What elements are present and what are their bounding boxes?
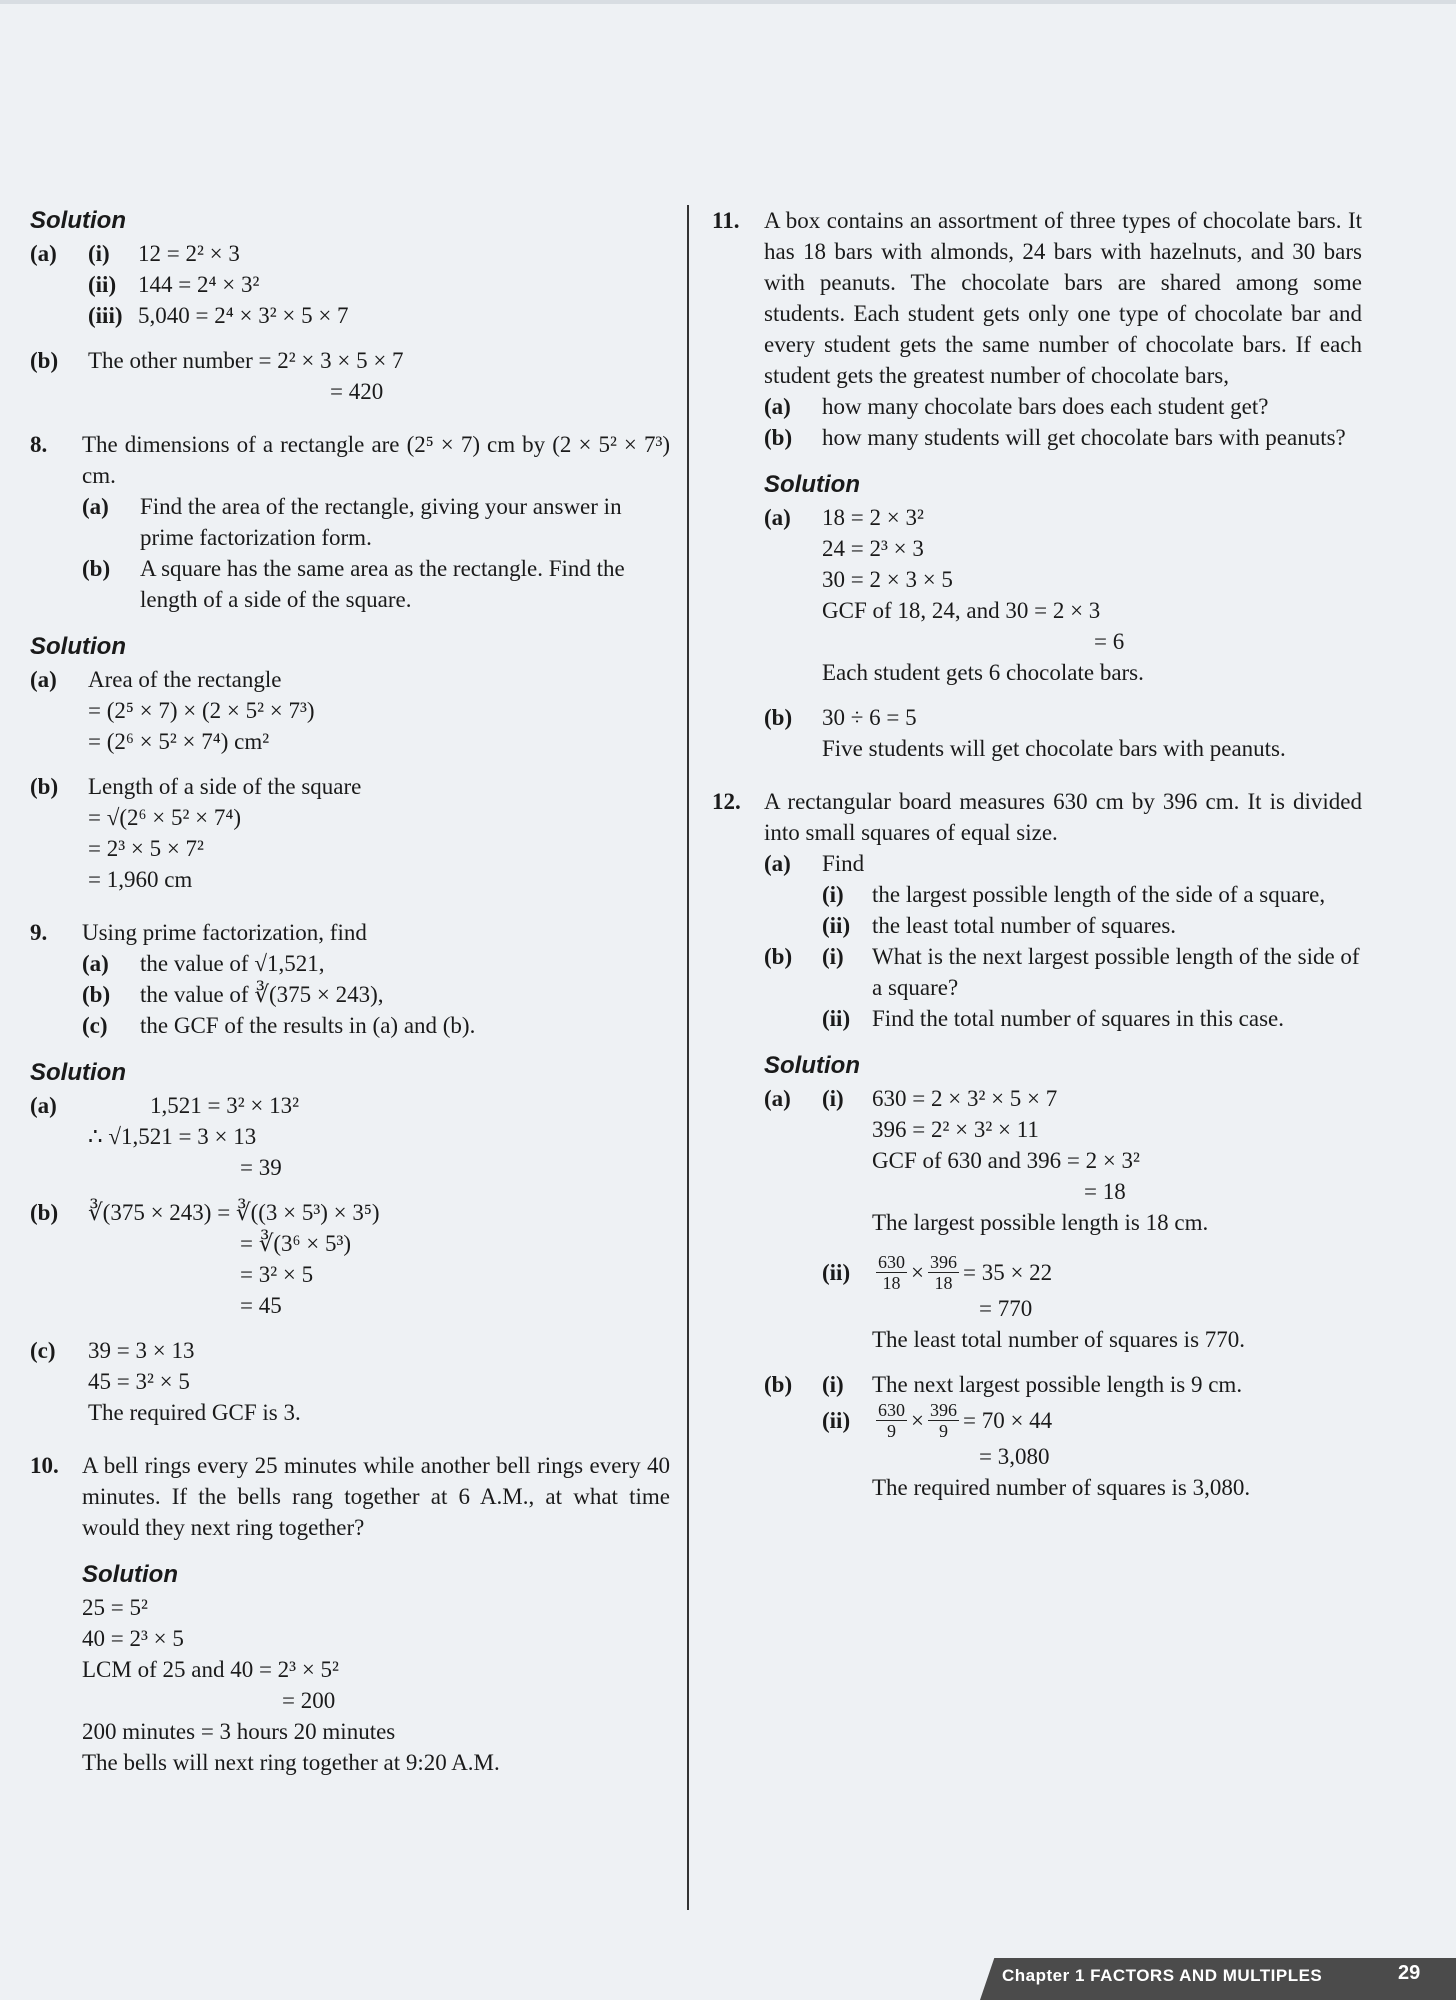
- solution-line: = (2⁵ × 7) × (2 × 5² × 7³): [88, 698, 315, 723]
- question-part: Find the area of the rectangle, giving your answer in prime factorization form.: [140, 494, 622, 550]
- fraction: [928, 1400, 959, 1441]
- sub-label: (iii): [88, 303, 123, 328]
- chapter-title: Chapter 1 FACTORS AND MULTIPLES: [1002, 1966, 1323, 1985]
- solution-line: The least total number of squares is 770.: [872, 1327, 1246, 1352]
- solution-line: Each student gets 6 chocolate bars.: [822, 660, 1144, 685]
- solution-line: Area of the rectangle: [88, 667, 282, 692]
- part-label: (b): [30, 774, 59, 799]
- solution-heading: Solution: [30, 633, 126, 660]
- part-label: (a): [82, 951, 109, 976]
- solution-line: = 1,960 cm: [88, 867, 193, 892]
- question-number: 11.: [712, 208, 740, 233]
- numerator: 630: [878, 1252, 905, 1272]
- solution-line: = 3,080: [979, 1444, 1050, 1469]
- part-label: (a): [764, 505, 791, 530]
- question-number: 10.: [30, 1453, 59, 1478]
- solution-heading: Solution: [30, 1059, 126, 1086]
- column-divider: [687, 205, 689, 1910]
- denominator: 9: [938, 1421, 948, 1441]
- question-part: the least total number of squares.: [872, 913, 1177, 938]
- question-number: 12.: [712, 789, 741, 814]
- right-column: 11. A box contains an assortment of three types of chocolate bars. It has 18 bars with almonds, 24 bars with hazelnuts, and 30 bars with peanuts. The chocolate bars are shared among some students. Each student gets only one type of chocolate bar and every student gets the same number of chocolate bars. If each student gets the greatest number of chocolate bars, (a) how many chocolate bars does each student get? (b) how many students will get chocolate bars with peanuts? Solution (a) 18 = 2 × 3² 24 = 2³ × 3 30 = 2 × 3 × 5 GCF of 18, 24, and 30 = 2 × 3 = 6 Each student gets 6 chocolate bars. (b) 30 ÷ 6 = 5 Five students will get chocolate bars with peanuts. 12. A rectangular board measures 630 cm by 396 cm. It is divided into small squares of equal size. (a) Find (i) the largest possible length of the side of a square, (ii) the least total number of squares. (b) (i) What is the next largest possible length of the side of a square? (ii) Find the total number of squares in this case. Solution (a) (i) 630 = 2 × 3² × 5 × 7 396 = 2² × 3² × 11 GCF of 630 and 396 = 2 × 3² = 18 The largest possible length is 18 cm. (ii) $\frac{630}{18}$ × $\frac{396}{18}$ = 35 × 22 = 770 The least total number of squares is 770. (b) (i) The next largest possible length is 9 cm. (ii) $\frac{630}{9}$ × $\frac{396}{9}$ = 70 × 44 = 3,080 The required number of squares is 3,080.: [712, 205, 1362, 1503]
- page-number: 29: [1398, 1962, 1421, 1984]
- solution-line: The required GCF is 3.: [88, 1400, 301, 1425]
- solution-line: 40 = 2³ × 5: [82, 1626, 184, 1651]
- fraction: [928, 1252, 959, 1293]
- solution-line: 39 = 3 × 13: [88, 1338, 195, 1363]
- question-part: how many chocolate bars does each student get?: [822, 394, 1269, 419]
- part-label: (b): [764, 1372, 793, 1397]
- part-label: (b): [82, 982, 111, 1007]
- solution-line: The other number = 2² × 3 × 5 × 7: [88, 348, 404, 373]
- solution-line: 18 = 2 × 3²: [822, 505, 924, 530]
- question-stem: A box contains an assortment of three types of chocolate bars. It has 18 bars with almonds, 24 bars with hazelnuts, and 30 bars with peanuts. The chocolate bars are shared among some students. Each student gets only one type of chocolate bar and every student gets the same number of chocolate bars. If each student gets the greatest number of chocolate bars,: [764, 208, 1362, 388]
- sub-label: (i): [88, 241, 110, 266]
- solution-line: = 45: [240, 1293, 282, 1318]
- part-label: (b): [82, 556, 111, 581]
- part-label: (b): [30, 1200, 59, 1225]
- part-label: (a): [30, 667, 57, 692]
- solution-line: The bells will next ring together at 9:20 A.M.: [82, 1750, 500, 1775]
- part-label: (b): [764, 705, 793, 730]
- top-edge: [0, 0, 1456, 4]
- sub-label: (i): [822, 882, 844, 907]
- solution-line: = 35 × 22: [962, 1260, 1053, 1285]
- solution-line: GCF of 18, 24, and 30 = 2 × 3: [822, 598, 1101, 623]
- solution-line: ∴ √1,521 = 3 × 13: [88, 1124, 257, 1149]
- question-part: What is the next largest possible length of the side of a square?: [872, 944, 1360, 1000]
- question-number: 9.: [30, 920, 48, 945]
- question-stem: Using prime factorization, find: [82, 920, 367, 945]
- sub-label: (i): [822, 1372, 844, 1397]
- solution-line: = 200: [282, 1688, 336, 1713]
- solution-line: = 3² × 5: [240, 1262, 314, 1287]
- sub-label: (ii): [88, 272, 117, 297]
- question-part: Find: [822, 851, 865, 876]
- solution-line: GCF of 630 and 396 = 2 × 3²: [872, 1148, 1140, 1173]
- solution-heading: Solution: [764, 1052, 860, 1079]
- solution-line: = ∛(3⁶ × 5³): [240, 1231, 352, 1256]
- question-part: the value of √1,521,: [140, 951, 325, 976]
- left-column: [30, 205, 670, 1778]
- question-part: the largest possible length of the side of a square,: [872, 882, 1326, 907]
- numerator: 396: [929, 1252, 957, 1272]
- part-label: (a): [764, 394, 791, 419]
- question-part: Find the total number of squares in this case.: [872, 1006, 1285, 1031]
- solution-line: 200 minutes = 3 hours 20 minutes: [82, 1719, 396, 1744]
- question-part: A square has the same area as the rectangle. Find the length of a side of the square.: [140, 556, 625, 612]
- solution-line: ∛(375 × 243) = ∛((3 × 5³) × 3⁵): [88, 1200, 380, 1225]
- solution-line: Five students will get chocolate bars with peanuts.: [822, 736, 1286, 761]
- solution-line: 45 = 3² × 5: [88, 1369, 190, 1394]
- sub-label: (i): [822, 944, 844, 969]
- solution-line: = 420: [330, 379, 384, 404]
- question-number: 8.: [30, 432, 48, 457]
- solution-line: The largest possible length is 18 cm.: [872, 1210, 1209, 1235]
- fraction: [876, 1400, 907, 1441]
- solution-line: LCM of 25 and 40 = 2³ × 5²: [82, 1657, 339, 1682]
- solution-line: 1,521 = 3² × 13²: [150, 1093, 299, 1118]
- part-label: (b): [30, 348, 59, 373]
- part-label: (a): [82, 494, 109, 519]
- question-stem: The dimensions of a rectangle are (2⁵ × 7) cm by (2 × 5² × 7³) cm.: [82, 432, 670, 488]
- denominator: 18: [934, 1273, 953, 1293]
- denominator: 9: [887, 1421, 896, 1441]
- part-label: (a): [30, 1093, 57, 1118]
- solution-line: 396 = 2² × 3² × 11: [872, 1117, 1039, 1142]
- question-part: the GCF of the results in (a) and (b).: [140, 1013, 476, 1038]
- question-stem: A rectangular board measures 630 cm by 396 cm. It is divided into small squares of equal size.: [764, 789, 1362, 845]
- question-part: how many students will get chocolate bars with peanuts?: [822, 425, 1346, 450]
- solution-line: The required number of squares is 3,080.: [872, 1475, 1251, 1500]
- solution-line: = √(2⁶ × 5² × 7⁴): [88, 805, 242, 830]
- denominator: 18: [882, 1273, 901, 1293]
- sub-label: (ii): [822, 1260, 851, 1285]
- part-label: (a): [764, 1086, 791, 1111]
- solution-line: = 6: [1094, 629, 1125, 654]
- solution-line: 630 = 2 × 3² × 5 × 7: [872, 1086, 1058, 1111]
- solution-line: = 2³ × 5 × 7²: [88, 836, 204, 861]
- solution-line: = 39: [240, 1155, 282, 1180]
- solution-line: = 18: [1084, 1179, 1126, 1204]
- sub-label: (ii): [822, 1006, 851, 1031]
- solution-line: = 770: [979, 1296, 1033, 1321]
- solution-heading: Solution: [82, 1561, 178, 1588]
- numerator: 396: [929, 1400, 957, 1420]
- solution-line: 24 = 2³ × 3: [822, 536, 924, 561]
- solution-line: The next largest possible length is 9 cm.: [872, 1372, 1243, 1397]
- sub-label: (i): [822, 1086, 844, 1111]
- part-label: (a): [764, 851, 791, 876]
- sub-label: (ii): [822, 913, 851, 938]
- part-label: (c): [30, 1338, 56, 1363]
- solution-line: = 70 × 44: [962, 1408, 1053, 1433]
- solution-line: 5,040 = 2⁴ × 3² × 5 × 7: [138, 303, 349, 328]
- part-label: (b): [764, 944, 793, 969]
- solution-line: 30 ÷ 6 = 5: [822, 705, 917, 730]
- solution-line: Length of a side of the square: [88, 774, 362, 799]
- numerator: 630: [878, 1400, 905, 1420]
- solution-heading: Solution: [30, 207, 126, 234]
- question-part: the value of ∛(375 × 243),: [140, 982, 384, 1007]
- solution-line: 12 = 2² × 3: [138, 241, 240, 266]
- solution-line: 144 = 2⁴ × 3²: [138, 272, 260, 297]
- solution-heading: Solution: [764, 471, 860, 498]
- solution-line: 30 = 2 × 3 × 5: [822, 567, 953, 592]
- question-stem: A bell rings every 25 minutes while another bell rings every 40 minutes. If the bells rang together at 6 A.M., at what time would they next ring together?: [82, 1453, 670, 1540]
- part-label: (c): [82, 1013, 108, 1038]
- part-label: (a): [30, 241, 57, 266]
- part-label: (b): [764, 425, 793, 450]
- fraction: [876, 1252, 907, 1293]
- solution-line: 25 = 5²: [82, 1595, 148, 1620]
- sub-label: (ii): [822, 1408, 851, 1433]
- solution-line: = (2⁶ × 5² × 7⁴) cm²: [88, 729, 270, 754]
